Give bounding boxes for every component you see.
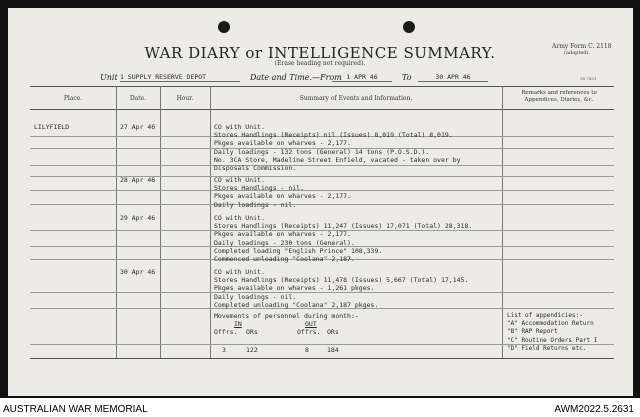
personnel-out-ors-header: ORs: [327, 328, 339, 336]
column-header-date: Date.: [129, 95, 147, 102]
entry-summary: [214, 268, 468, 309]
summary-line: No. 3CA Store, Madeline Street Enfield, vacated - taken over by: [214, 155, 461, 164]
summary-line: Pkges available on wharves - 1,261 pkges.: [214, 284, 375, 293]
unit-line: [100, 72, 570, 84]
column-header-place: Place.: [63, 95, 83, 102]
entry-place: LILYFIELD: [34, 123, 70, 131]
form-note: (adapted).: [564, 50, 591, 56]
form-number: Army Form C. 2118: [552, 43, 612, 50]
entry-summary: [214, 123, 461, 172]
summary-line: Stores Handlings (Receipts) 11,247 (Issues) 17,071 (Total) 28,318.: [214, 222, 473, 231]
summary-line: CO with Unit.: [214, 268, 265, 276]
from-date: 1 APR 46: [332, 73, 392, 82]
unit-label: Unit: [100, 73, 118, 82]
archive-reference: AWM2022.5.2631: [554, 404, 634, 415]
column-header-hour: Hour.: [176, 95, 194, 102]
entry-date: 28 Apr 46: [120, 176, 156, 184]
page-title: WAR DIARY or INTELLIGENCE SUMMARY.: [144, 44, 496, 62]
appendix-item: "D" Field Returns etc.: [507, 344, 587, 352]
to-label: To: [402, 73, 412, 82]
appendices-list: [507, 312, 597, 353]
header-bottom-rule: [30, 109, 614, 110]
summary-line: Completed unloading "Coolana" 2,187 pkges.: [214, 300, 379, 309]
column-divider: [502, 86, 503, 358]
appendix-item: "A" Accommodation Return: [507, 320, 594, 328]
summary-line: Daily loadings - nil.: [214, 292, 297, 301]
personnel-in-offrs-header: Offrs.: [214, 328, 238, 336]
column-divider: [160, 86, 161, 358]
personnel-in-ors: 122: [246, 346, 258, 354]
personnel-heading: Movements of personnel during month:-: [214, 312, 359, 320]
to-date: 30 APR 46: [418, 73, 488, 82]
appendices-heading: List of appendicies:-: [507, 312, 583, 319]
summary-line: CO with Unit.: [214, 123, 265, 131]
table-bottom-rule: [30, 358, 614, 359]
summary-line: CO with Unit.: [214, 176, 265, 184]
entry-summary: [214, 214, 472, 263]
header-top-rule: [30, 86, 614, 87]
form-reference: [552, 43, 612, 56]
entry-date: 27 Apr 46: [120, 123, 156, 131]
unit-value: 1 SUPPLY RESERVE DEPOT: [120, 73, 240, 82]
summary-line: Completed loading "English Prince" 108,339.: [214, 246, 383, 255]
page-subtitle: (Erase heading not required).: [274, 60, 366, 67]
summary-line: Daily loadings - 132 tons (General) 14 tons (P.O.S.D.).: [214, 147, 430, 156]
entry-summary: [214, 176, 351, 209]
appendix-item: "B" RAP Report: [507, 328, 558, 336]
entry-date: 29 Apr 46: [120, 214, 156, 222]
personnel-out-offrs: 8: [305, 346, 309, 354]
column-divider: [116, 86, 117, 358]
summary-line: Stores Handlings (Receipts) nil (Issues) 8,019 (Total) 8,019.: [214, 131, 453, 140]
column-divider: [210, 86, 211, 358]
summary-line: Stores Handlings (Receipts) 11,478 (Issues) 5,667 (Total) 17,145.: [214, 276, 469, 285]
summary-line: CO with Unit.: [214, 214, 265, 222]
column-header-summary: Summary of Events and Information.: [299, 95, 413, 102]
personnel-out-label: OUT: [305, 320, 317, 328]
archive-credit: AUSTRALIAN WAR MEMORIAL: [3, 404, 148, 415]
personnel-in-ors-header: ORs: [246, 328, 258, 336]
date-time-label: Date and Time.—From: [250, 73, 342, 82]
summary-line: Pkges available on wharves - 2,177.: [214, 139, 351, 148]
summary-line: Daily loadings - nil.: [214, 200, 297, 209]
summary-line: Pkges available on wharves - 2,177.: [214, 192, 351, 201]
punch-hole-left: [218, 21, 230, 33]
appendix-item: "C" Routine Orders Part I: [507, 336, 598, 344]
entry-date: 30 Apr 46: [120, 268, 156, 276]
personnel-in-offrs: 3: [222, 346, 226, 354]
personnel-out-ors: 184: [327, 346, 339, 354]
column-header-remarks: Remarks and references to Appendices, Diaries, &c.: [521, 90, 597, 103]
summary-line: Pkges available on wharves - 2,177.: [214, 230, 351, 239]
form-code: 38 7401: [580, 76, 597, 81]
summary-line: Stores Handlings - nil.: [214, 184, 305, 193]
summary-line: Daily loadings - 230 tons (General).: [214, 238, 355, 247]
personnel-out-offrs-header: Offrs.: [297, 328, 321, 336]
summary-line: Commenced unloading "Coolana" 2,187.: [214, 255, 355, 264]
summary-line: Disposals Commission.: [214, 164, 297, 173]
personnel-in-label: IN: [234, 320, 242, 328]
punch-hole-right: [403, 21, 415, 33]
